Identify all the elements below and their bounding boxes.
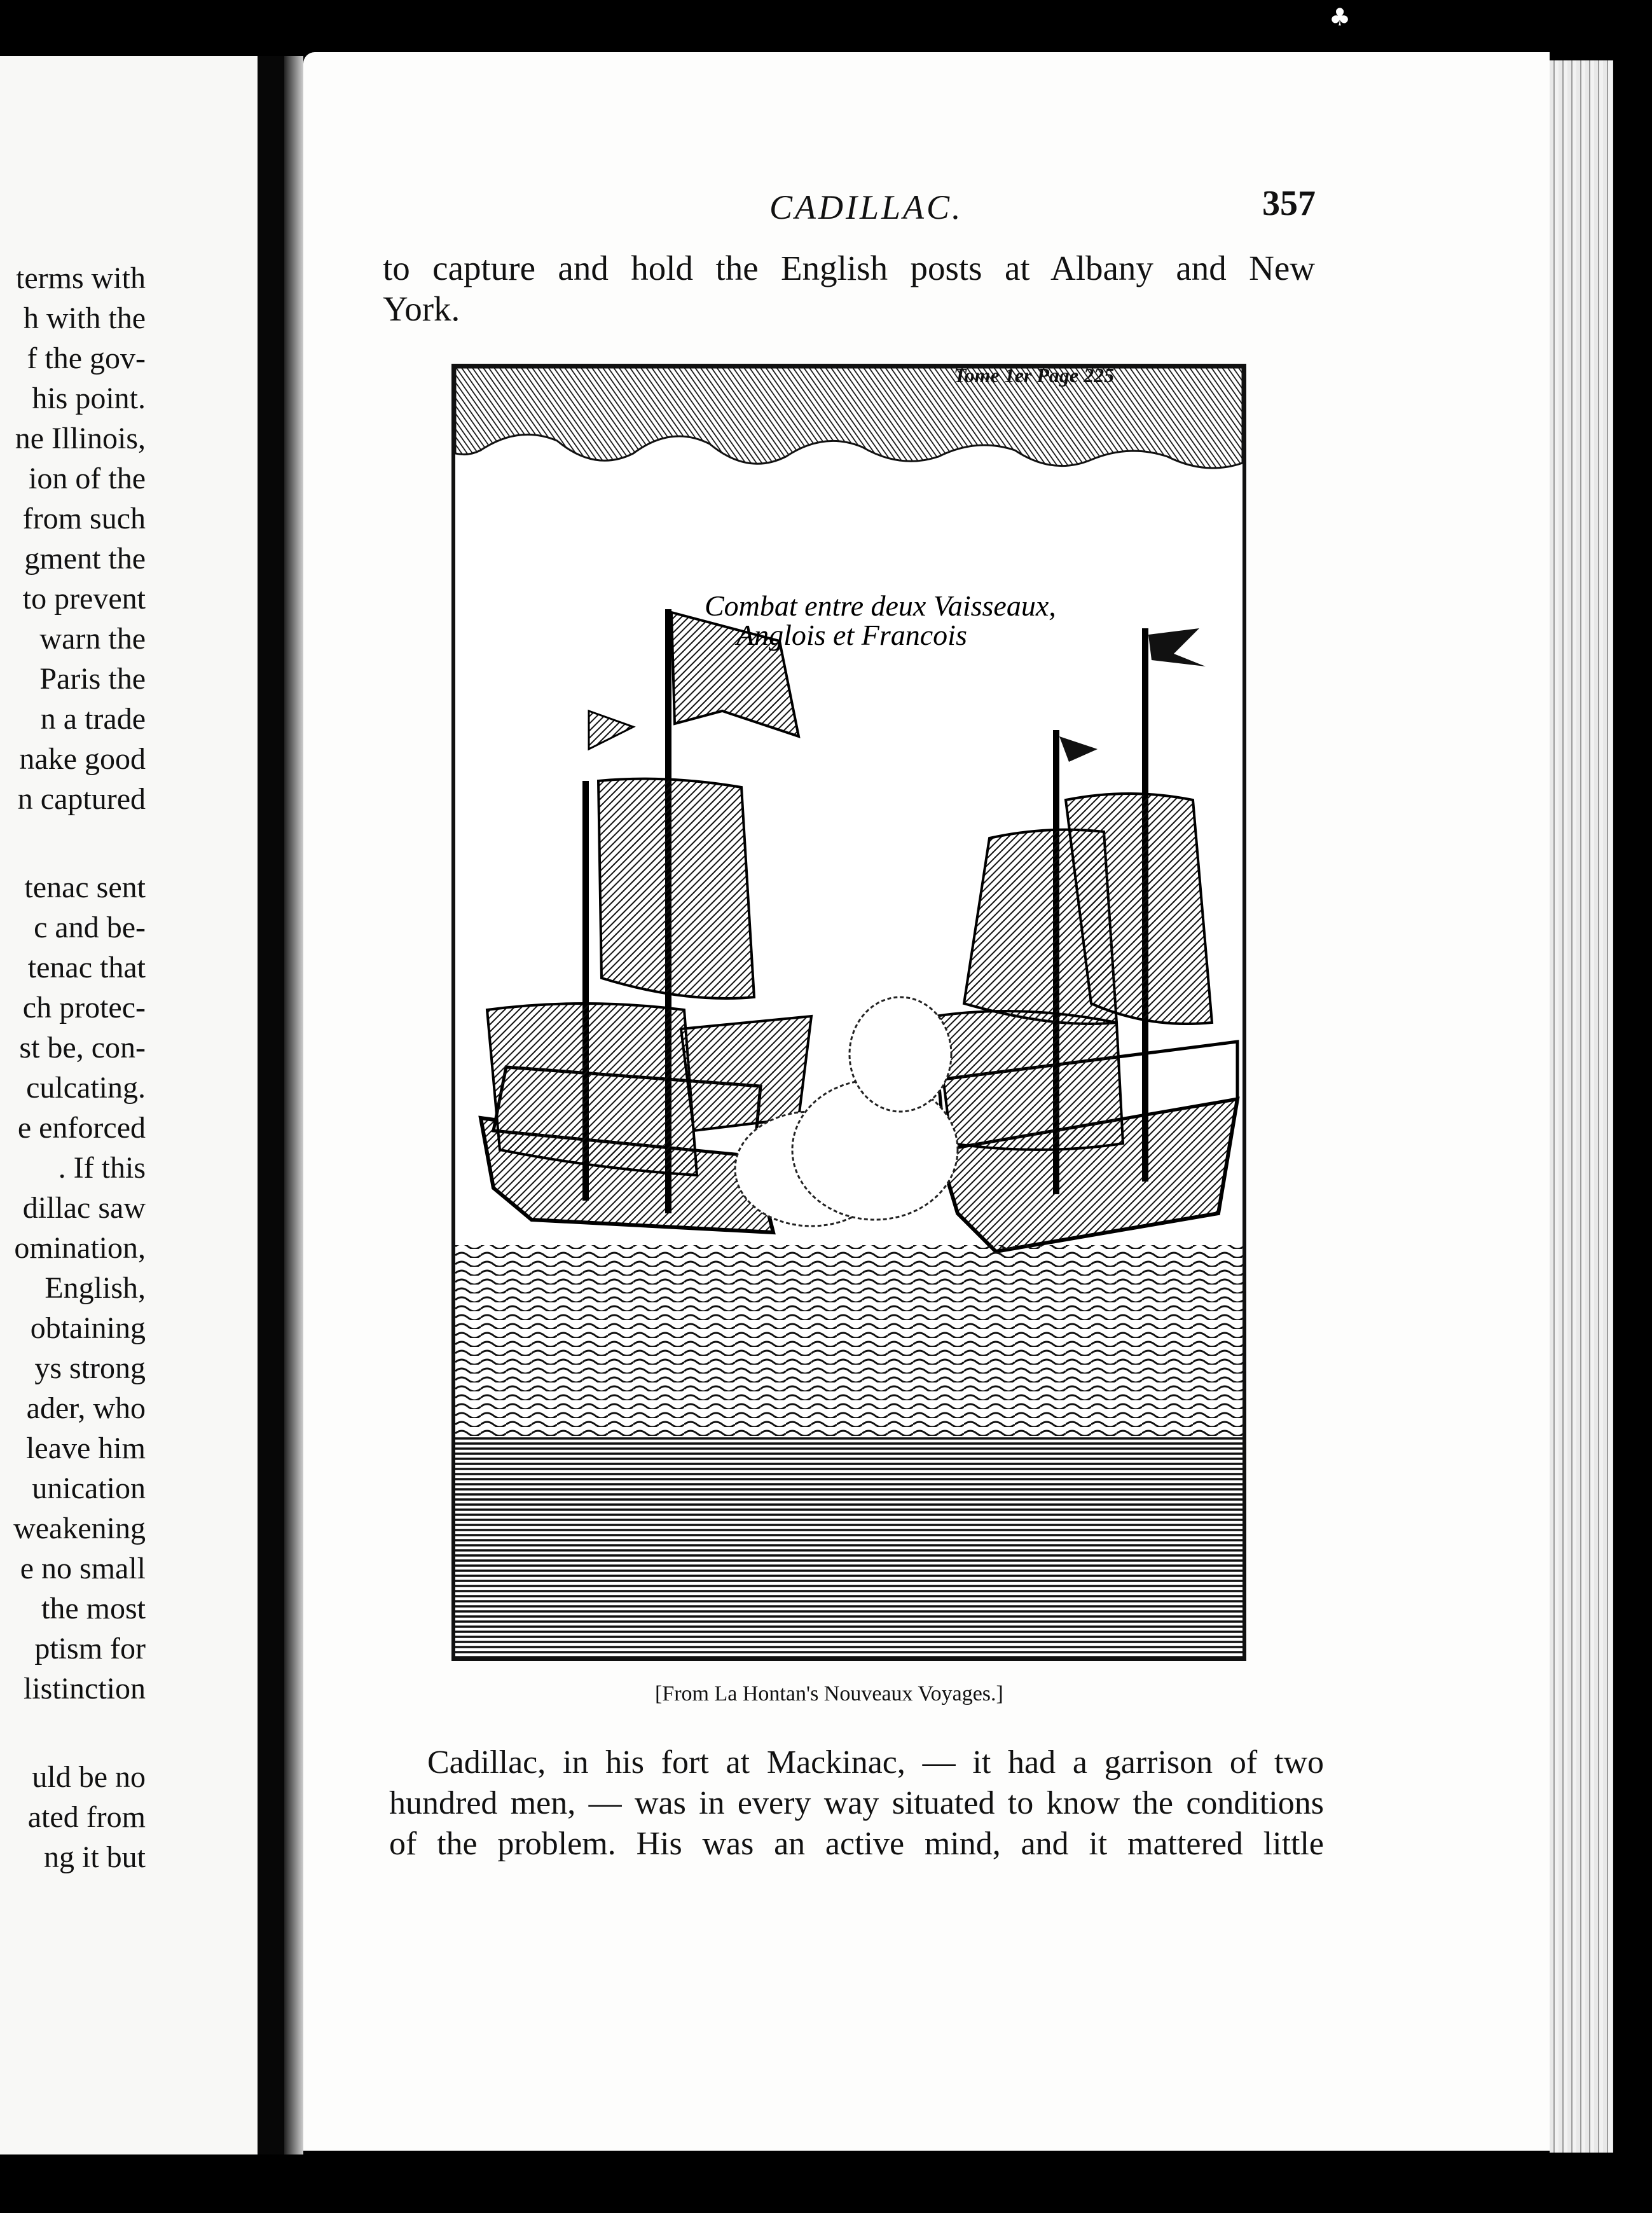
body-text-top — [383, 248, 1315, 329]
engraving-title — [705, 591, 1056, 650]
sea — [455, 1245, 1242, 1657]
left-text-line: f the gov- — [27, 341, 146, 375]
text-line: hundred men, — was in every way situated to know the conditions — [389, 1785, 1324, 1821]
left-text-line: e enforced — [17, 1111, 146, 1145]
ship-battle-engraving — [455, 368, 1242, 1657]
left-text-line: ys strong — [34, 1351, 146, 1385]
left-text-line: nake good — [19, 742, 146, 776]
page-edges — [1550, 60, 1613, 2153]
left-text-line: obtaining — [30, 1311, 146, 1345]
left-text-line: omination, — [14, 1231, 146, 1265]
left-text-line: ne Illinois, — [15, 422, 146, 455]
engraving-figure — [451, 364, 1246, 1661]
left-page — [0, 56, 258, 2154]
text-line: Cadillac, in his fort at Mackinac, — it had a garrison of two — [427, 1744, 1324, 1781]
left-text-line: ng it but — [43, 1840, 146, 1874]
running-head: CADILLAC. — [769, 188, 963, 226]
left-text-line: st be, con- — [19, 1031, 146, 1065]
text-line: to capture and hold the English posts at Albany and New — [383, 249, 1315, 287]
left-text-line — [0, 1709, 146, 1757]
left-text-line: uld be no — [32, 1760, 146, 1794]
book-gutter — [258, 56, 284, 2154]
page-number: 357 — [1262, 184, 1316, 223]
left-text-line: . If this — [58, 1151, 146, 1185]
left-text-line: gment the — [24, 542, 146, 576]
engraving-title-line: Anglois et Francois — [736, 619, 967, 651]
left-text-line — [0, 819, 146, 867]
engraving-title-line: Combat entre deux Vaisseaux, — [705, 589, 1056, 622]
left-text-line: Paris the — [39, 662, 146, 696]
right-ship — [935, 628, 1237, 1251]
gutter-shadow — [284, 56, 303, 2154]
left-text-line: ptism for — [34, 1632, 146, 1665]
text-line: of the problem. His was an active mind, and it mattered little — [389, 1826, 1324, 1862]
text-line: York. — [383, 289, 460, 328]
corner-mark-icon: ♣ — [1329, 3, 1351, 31]
left-text-line: listinction — [24, 1672, 146, 1706]
left-page-text — [0, 258, 146, 1877]
left-text-line: terms with — [16, 261, 146, 295]
left-text-line: English, — [45, 1271, 146, 1305]
left-text-line: leave him — [26, 1431, 146, 1465]
left-text-line: to prevent — [22, 582, 146, 616]
body-text-bottom — [389, 1742, 1324, 1865]
left-text-line: unication — [32, 1472, 146, 1505]
left-text-line: the most — [41, 1592, 146, 1625]
figure-caption: [From La Hontan's Nouveaux Voyages.] — [655, 1682, 1003, 1706]
left-text-line: n a trade — [40, 702, 146, 736]
left-text-line: warn the — [39, 622, 146, 656]
left-text-line: e no small — [20, 1552, 146, 1585]
left-text-line: ader, who — [26, 1391, 146, 1425]
left-text-line: tenac sent — [24, 871, 146, 904]
left-text-line: ion of the — [29, 462, 146, 495]
left-text-line: from such — [22, 502, 146, 535]
clouds — [455, 368, 1242, 468]
left-text-line: his point. — [32, 382, 146, 415]
left-text-line: c and be- — [34, 911, 146, 944]
left-text-line: n captured — [17, 782, 146, 816]
left-text-line: h with the — [24, 301, 146, 335]
left-text-line: culcating. — [26, 1071, 146, 1105]
left-text-line: ch protec- — [22, 991, 146, 1024]
left-text-line: ated from — [27, 1800, 146, 1834]
left-text-line: weakening — [13, 1512, 146, 1545]
left-text-line: dillac saw — [22, 1191, 146, 1225]
left-text-line: tenac that — [27, 951, 146, 984]
plate-mark: Tome 1er Page 225 — [954, 364, 1115, 387]
